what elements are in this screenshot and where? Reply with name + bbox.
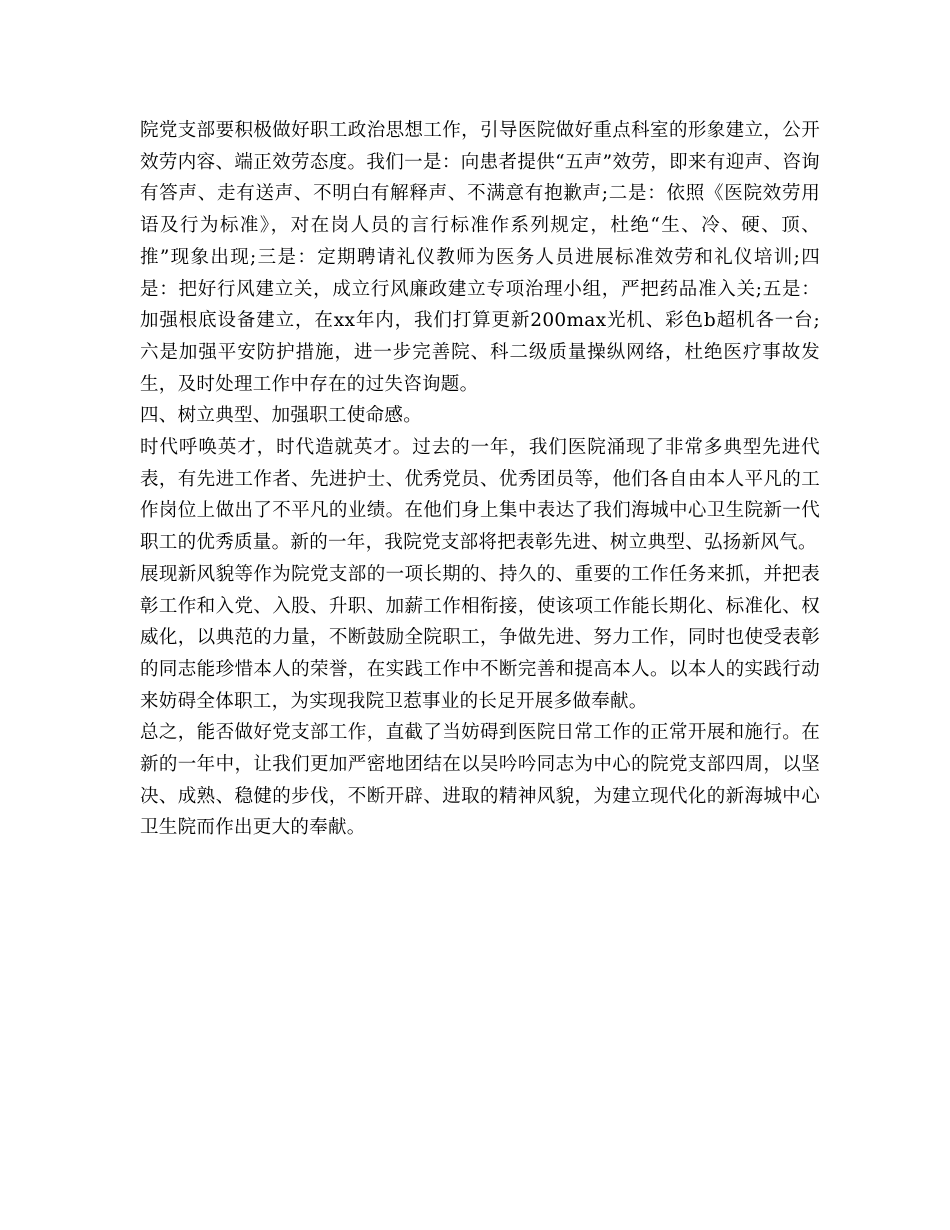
paragraph-service-measures: 院党支部要积极做好职工政治思想工作，引导医院做好重点科室的形象建立，公开效劳内容、端正效劳态度。我们一是：向患者提供“五声”效劳，即来有迎声、咨询有答声、走有送声、不明白有解释声、不满意有抱歉声;二是：依照《医院效劳用语及行为标准》，对在岗人员的言行标准作系列规定，杜绝“生、冷、硬、顶、推”现象出现;三是：定期聘请礼仪教师为医务人员进展标准效劳和礼仪培训;四是：把好行风建立关，成立行风廉政建立专项治理小组，严把药品准入关;五是：加强根底设备建立，在xx年内，我们打算更新200max光机、彩色b超机各一台;六是加强平安防护措施，进一步完善院、科二级质量操纵网络，杜绝医疗事故发生，及时处理工作中存在的过失咨询题。 (140, 120, 820, 395)
paragraph-role-models: 时代呼唤英才，时代造就英才。过去的一年，我们医院涌现了非常多典型先进代表，有先进工作者、先进护士、优秀党员、优秀团员等，他们各自由本人平凡的工作岗位上做出了不平凡的业绩。在他们身上集中表达了我们海城中心卫生院新一代职工的优秀质量。新的一年，我院党支部将把表彰先进、树立典型、弘扬新风气。 (140, 437, 820, 554)
section-heading-four: 四、树立典型、加强职工使命感。 (140, 405, 423, 427)
paragraph-conclusion: 总之，能否做好党支部工作，直截了当妨碍到医院日常工作的正常开展和施行。在新的一年中，让我们更加严密地团结在以吴吟吟同志为中心的院党支部四周，以坚决、成熟、稳健的步伐，不断开辟、进取的精神风貌，为建立现代化的新海城中心卫生院而作出更大的奉献。 (140, 722, 820, 839)
paragraph-new-style: 展现新风貌等作为院党支部的一项长期的、持久的、重要的工作任务来抓，并把表彰工作和入党、入股、升职、加薪工作相衔接，使该项工作能长期化、标准化、权威化，以典范的力量，不断鼓励全院职工，争做先进、努力工作，同时也使受表彰的同志能珍惜本人的荣誉，在实践工作中不断完善和提高本人。以本人的实践行动来妨碍全体职工，为实现我院卫惹事业的长足开展多做奉献。 (140, 563, 820, 712)
document-body (140, 115, 820, 844)
